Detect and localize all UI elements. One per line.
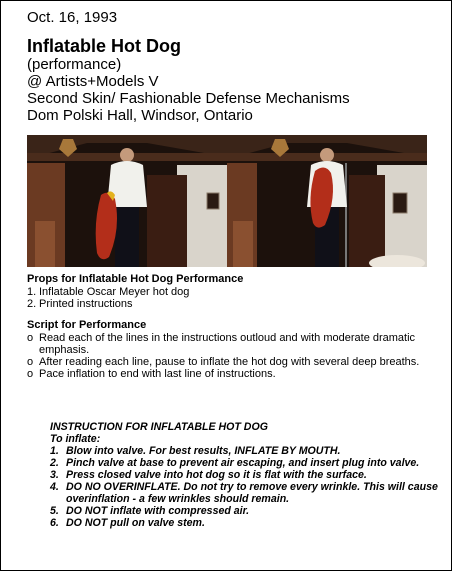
photo-1-image — [27, 135, 227, 267]
script-item-marker: o — [27, 368, 34, 380]
instructions-subtitle: To inflate: — [50, 433, 101, 445]
instruction-step-marker: 4. — [50, 481, 59, 493]
props-item-text: Inflatable Oscar Meyer hot dog — [39, 286, 190, 298]
performance-photo-2 — [227, 135, 427, 267]
script-item-text: Read each of the lines in the instructions outloud and with moderate dramatic emphasis. — [39, 332, 416, 356]
performance-photos — [27, 135, 427, 267]
show-name: Second Skin/ Fashionable Defense Mechanisms — [27, 90, 350, 107]
event-name: @ Artists+Models V — [27, 73, 159, 90]
script-title: Script for Performance — [27, 319, 147, 331]
script-item-marker: o — [27, 332, 34, 344]
performance-title: Inflatable Hot Dog — [27, 36, 181, 56]
instructions-block — [50, 421, 442, 529]
instruction-step — [50, 481, 442, 505]
props-item — [27, 298, 442, 310]
performance-subtitle: (performance) — [27, 56, 122, 73]
document-body — [27, 273, 442, 380]
instruction-step — [50, 445, 442, 457]
instruction-step-text: Pinch valve at base to prevent air escaping, and insert plug into valve. — [66, 457, 420, 469]
instruction-step-text: DO NOT pull on valve stem. — [66, 517, 205, 529]
instruction-step-marker: 1. — [50, 445, 59, 457]
instruction-step — [50, 457, 442, 469]
script-item-text: Pace inflation to end with last line of instructions. — [39, 368, 276, 380]
script-item-text: After reading each line, pause to inflate the hot dog with several deep breaths. — [39, 356, 420, 368]
instruction-step-marker: 5. — [50, 505, 59, 517]
script-list — [27, 332, 442, 380]
script-item-marker: o — [27, 356, 34, 368]
props-item-text: Printed instructions — [39, 298, 133, 310]
instruction-step-marker: 2. — [50, 457, 59, 469]
photo-2-image — [227, 135, 427, 267]
instruction-step-marker: 3. — [50, 469, 59, 481]
props-title: Props for Inflatable Hot Dog Performance — [27, 273, 244, 285]
venue-location: Dom Polski Hall, Windsor, Ontario — [27, 107, 253, 124]
instructions-steps — [50, 445, 442, 529]
performance-photo-1 — [27, 135, 227, 267]
instruction-step-text: DO NOT inflate with compressed air. — [66, 505, 250, 517]
script-item — [27, 368, 442, 380]
instruction-step-text: Blow into valve. For best results, INFLATE BY MOUTH. — [66, 445, 341, 457]
script-item — [27, 332, 442, 356]
props-item-marker: 1. — [27, 286, 37, 298]
instruction-step — [50, 517, 442, 529]
document-header — [27, 9, 442, 124]
instruction-step-marker: 6. — [50, 517, 59, 529]
instruction-step-text: Press closed valve into hot dog so it is flat with the surface. — [66, 469, 367, 481]
instruction-step — [50, 469, 442, 481]
props-item — [27, 286, 442, 298]
script-item — [27, 356, 442, 368]
instruction-step-text: DO NO OVERINFLATE. Do not try to remove every wrinkle. This will cause overinflation - a few wrinkles should remain. — [66, 481, 438, 505]
props-list — [27, 286, 442, 310]
props-item-marker: 2. — [27, 298, 37, 310]
instructions-title: INSTRUCTION FOR INFLATABLE HOT DOG — [50, 421, 268, 433]
instruction-step — [50, 505, 442, 517]
performance-date: Oct. 16, 1993 — [27, 9, 118, 26]
